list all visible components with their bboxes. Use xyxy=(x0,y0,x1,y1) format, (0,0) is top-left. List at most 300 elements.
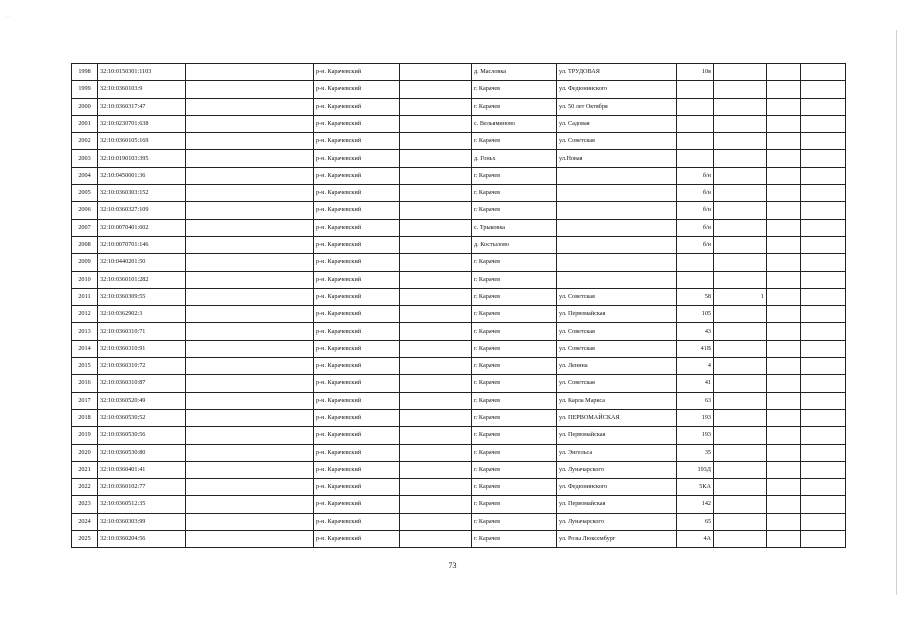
table-row xyxy=(72,219,846,236)
empty-cell xyxy=(400,288,472,305)
empty-cell xyxy=(767,323,801,340)
house-number: 105 xyxy=(677,306,714,323)
house-number xyxy=(677,133,714,150)
row-number: 2015 xyxy=(72,358,98,375)
building-number xyxy=(714,427,767,444)
row-number: 2018 xyxy=(72,409,98,426)
empty-cell xyxy=(767,513,801,530)
building-number xyxy=(714,461,767,478)
empty-cell xyxy=(801,375,846,392)
house-number: 41В xyxy=(677,340,714,357)
cadastral-number: 32:10:0070701:146 xyxy=(98,236,186,253)
settlement: г. Карачев xyxy=(472,496,557,513)
row-number: 1999 xyxy=(72,81,98,98)
cadastral-number: 32:10:0360520:49 xyxy=(98,392,186,409)
cadastral-number: 32:10:0360101:282 xyxy=(98,271,186,288)
row-number: 2021 xyxy=(72,461,98,478)
settlement: г. Карачев xyxy=(472,323,557,340)
house-number: 63 xyxy=(677,392,714,409)
settlement: г. Карачев xyxy=(472,358,557,375)
empty-cell xyxy=(400,64,472,81)
street: ул.Новая xyxy=(557,150,677,167)
empty-cell xyxy=(186,375,314,392)
district: р-н. Карачевский xyxy=(314,236,400,253)
row-number: 1998 xyxy=(72,64,98,81)
table-row xyxy=(72,98,846,115)
district: р-н. Карачевский xyxy=(314,133,400,150)
empty-cell xyxy=(801,219,846,236)
empty-cell xyxy=(186,81,314,98)
empty-cell xyxy=(400,513,472,530)
empty-cell xyxy=(186,531,314,548)
table-row xyxy=(72,81,846,98)
settlement: г. Карачев xyxy=(472,513,557,530)
house-number: б/н xyxy=(677,236,714,253)
settlement: д. Костылово xyxy=(472,236,557,253)
row-number: 2022 xyxy=(72,479,98,496)
settlement: г. Карачев xyxy=(472,427,557,444)
house-number xyxy=(677,271,714,288)
empty-cell xyxy=(400,81,472,98)
empty-cell xyxy=(801,167,846,184)
empty-cell xyxy=(186,306,314,323)
house-number: 43 xyxy=(677,323,714,340)
empty-cell xyxy=(767,115,801,132)
empty-cell xyxy=(400,479,472,496)
cadastral-number: 32:10:0360204:56 xyxy=(98,531,186,548)
empty-cell xyxy=(767,254,801,271)
empty-cell xyxy=(801,531,846,548)
row-number: 2012 xyxy=(72,306,98,323)
empty-cell xyxy=(801,98,846,115)
building-number xyxy=(714,81,767,98)
empty-cell xyxy=(801,236,846,253)
empty-cell xyxy=(400,427,472,444)
building-number xyxy=(714,115,767,132)
empty-cell xyxy=(767,444,801,461)
building-number xyxy=(714,392,767,409)
row-number: 2023 xyxy=(72,496,98,513)
settlement: с. Вельяминово xyxy=(472,115,557,132)
building-number xyxy=(714,306,767,323)
empty-cell xyxy=(801,479,846,496)
empty-cell xyxy=(767,133,801,150)
empty-cell xyxy=(767,375,801,392)
empty-cell xyxy=(767,427,801,444)
empty-cell xyxy=(801,392,846,409)
street: ул. Советская xyxy=(557,340,677,357)
empty-cell xyxy=(801,81,846,98)
building-number xyxy=(714,64,767,81)
district: р-н. Карачевский xyxy=(314,496,400,513)
empty-cell xyxy=(400,375,472,392)
house-number: 142 xyxy=(677,496,714,513)
empty-cell xyxy=(400,98,472,115)
row-number: 2016 xyxy=(72,375,98,392)
cadastral-number: 32:10:0360103:9 xyxy=(98,81,186,98)
cadastral-number: 32:10:0360303:99 xyxy=(98,513,186,530)
empty-cell xyxy=(767,271,801,288)
empty-cell xyxy=(801,461,846,478)
empty-cell xyxy=(186,358,314,375)
table-row xyxy=(72,133,846,150)
house-number xyxy=(677,115,714,132)
house-number xyxy=(677,81,714,98)
cadastral-number: 32:10:0360105:169 xyxy=(98,133,186,150)
house-number: б/н xyxy=(677,202,714,219)
row-number: 2024 xyxy=(72,513,98,530)
row-number: 2006 xyxy=(72,202,98,219)
empty-cell xyxy=(186,288,314,305)
empty-cell xyxy=(186,167,314,184)
empty-cell xyxy=(801,427,846,444)
house-number xyxy=(677,98,714,115)
empty-cell xyxy=(767,185,801,202)
empty-cell xyxy=(400,150,472,167)
house-number: 58 xyxy=(677,288,714,305)
street: ул. Энгельса xyxy=(557,444,677,461)
cadastral-number: 32:10:0070401:602 xyxy=(98,219,186,236)
street xyxy=(557,219,677,236)
row-number: 2003 xyxy=(72,150,98,167)
district: р-н. Карачевский xyxy=(314,461,400,478)
empty-cell xyxy=(186,236,314,253)
empty-cell xyxy=(767,202,801,219)
empty-cell xyxy=(186,513,314,530)
cadastral-number: 32:10:0360317:47 xyxy=(98,98,186,115)
table-row xyxy=(72,444,846,461)
row-number: 2013 xyxy=(72,323,98,340)
district: р-н. Карачевский xyxy=(314,392,400,409)
cadastral-number: 32:10:0360303:152 xyxy=(98,185,186,202)
table-row xyxy=(72,150,846,167)
table-body xyxy=(72,64,846,548)
cadastral-number: 32:10:0360310:71 xyxy=(98,323,186,340)
building-number xyxy=(714,271,767,288)
building-number xyxy=(714,479,767,496)
district: р-н. Карачевский xyxy=(314,323,400,340)
district: р-н. Карачевский xyxy=(314,427,400,444)
district: р-н. Карачевский xyxy=(314,150,400,167)
building-number xyxy=(714,167,767,184)
district: р-н. Карачевский xyxy=(314,358,400,375)
building-number xyxy=(714,323,767,340)
street: ул. Советская xyxy=(557,288,677,305)
building-number xyxy=(714,185,767,202)
house-number: б/н xyxy=(677,167,714,184)
settlement: г. Карачев xyxy=(472,444,557,461)
house-number xyxy=(677,254,714,271)
cadastral-number: 32:10:0362902:3 xyxy=(98,306,186,323)
empty-cell xyxy=(767,150,801,167)
settlement: г. Карачев xyxy=(472,81,557,98)
street: ул. ПЕРВОМАЙСКАЯ xyxy=(557,409,677,426)
house-number: 193 xyxy=(677,427,714,444)
empty-cell xyxy=(400,185,472,202)
house-number: б/н xyxy=(677,185,714,202)
empty-cell xyxy=(186,133,314,150)
row-number: 2017 xyxy=(72,392,98,409)
cadastral-number: 32:10:0230701:638 xyxy=(98,115,186,132)
district: р-н. Карачевский xyxy=(314,531,400,548)
settlement: г. Карачев xyxy=(472,461,557,478)
empty-cell xyxy=(186,479,314,496)
settlement: г. Карачев xyxy=(472,202,557,219)
table-row xyxy=(72,427,846,444)
house-number: 193Д xyxy=(677,461,714,478)
empty-cell xyxy=(186,254,314,271)
empty-cell xyxy=(186,323,314,340)
table-row xyxy=(72,236,846,253)
house-number: 65 xyxy=(677,513,714,530)
house-number: 41 xyxy=(677,375,714,392)
street xyxy=(557,254,677,271)
street xyxy=(557,202,677,219)
settlement: с. Трыковка xyxy=(472,219,557,236)
table-row xyxy=(72,358,846,375)
table-row xyxy=(72,531,846,548)
district: р-н. Карачевский xyxy=(314,271,400,288)
district: р-н. Карачевский xyxy=(314,202,400,219)
street: ул. Садовая xyxy=(557,115,677,132)
street: ул. Первомайская xyxy=(557,306,677,323)
empty-cell xyxy=(801,254,846,271)
empty-cell xyxy=(767,358,801,375)
street: ул. Советская xyxy=(557,323,677,340)
street: ул. Федюнинского xyxy=(557,479,677,496)
table-row xyxy=(72,392,846,409)
table-row xyxy=(72,375,846,392)
row-number: 2019 xyxy=(72,427,98,444)
empty-cell xyxy=(400,531,472,548)
house-number: б/н xyxy=(677,219,714,236)
house-number: 193 xyxy=(677,409,714,426)
district: р-н. Карачевский xyxy=(314,513,400,530)
empty-cell xyxy=(801,323,846,340)
cadastral-number: 32:10:0190103:395 xyxy=(98,150,186,167)
table-row xyxy=(72,306,846,323)
empty-cell xyxy=(400,236,472,253)
cadastral-number: 32:10:0450001:36 xyxy=(98,167,186,184)
district: р-н. Карачевский xyxy=(314,409,400,426)
empty-cell xyxy=(801,444,846,461)
settlement: г. Карачев xyxy=(472,409,557,426)
empty-cell xyxy=(186,64,314,81)
building-number xyxy=(714,219,767,236)
empty-cell xyxy=(801,409,846,426)
empty-cell xyxy=(767,236,801,253)
district: р-н. Карачевский xyxy=(314,64,400,81)
row-number: 2002 xyxy=(72,133,98,150)
building-number xyxy=(714,375,767,392)
empty-cell xyxy=(767,340,801,357)
cadastral-number: 32:10:0360310:72 xyxy=(98,358,186,375)
street: ул. Ленина xyxy=(557,358,677,375)
building-number xyxy=(714,496,767,513)
empty-cell xyxy=(400,306,472,323)
empty-cell xyxy=(186,444,314,461)
row-number: 2009 xyxy=(72,254,98,271)
cadastral-number: 32:10:0360102:77 xyxy=(98,479,186,496)
empty-cell xyxy=(400,202,472,219)
empty-cell xyxy=(186,496,314,513)
empty-cell xyxy=(767,479,801,496)
district: р-н. Карачевский xyxy=(314,479,400,496)
cadastral-number: 32:10:0360310:91 xyxy=(98,340,186,357)
row-number: 2005 xyxy=(72,185,98,202)
empty-cell xyxy=(400,167,472,184)
empty-cell xyxy=(186,150,314,167)
empty-cell xyxy=(767,167,801,184)
district: р-н. Карачевский xyxy=(314,288,400,305)
row-number: 2008 xyxy=(72,236,98,253)
table-row xyxy=(72,409,846,426)
empty-cell xyxy=(400,115,472,132)
table-row xyxy=(72,323,846,340)
street xyxy=(557,271,677,288)
empty-cell xyxy=(400,323,472,340)
empty-cell xyxy=(186,115,314,132)
empty-cell xyxy=(801,133,846,150)
empty-cell xyxy=(801,64,846,81)
table-row xyxy=(72,64,846,81)
house-number: 10в xyxy=(677,64,714,81)
street: ул. Федюнинского xyxy=(557,81,677,98)
street xyxy=(557,236,677,253)
table-row xyxy=(72,513,846,530)
empty-cell xyxy=(801,202,846,219)
settlement: г. Карачев xyxy=(472,479,557,496)
table-row xyxy=(72,340,846,357)
empty-cell xyxy=(801,358,846,375)
house-number: 35 xyxy=(677,444,714,461)
cadastral-number: 32:10:0360530:80 xyxy=(98,444,186,461)
settlement: г. Карачев xyxy=(472,133,557,150)
street: ул. Советская xyxy=(557,375,677,392)
cadastral-number: 32:10:0360327:109 xyxy=(98,202,186,219)
district: р-н. Карачевский xyxy=(314,254,400,271)
empty-cell xyxy=(186,98,314,115)
street xyxy=(557,167,677,184)
building-number xyxy=(714,202,767,219)
table-row xyxy=(72,254,846,271)
empty-cell xyxy=(400,219,472,236)
street xyxy=(557,185,677,202)
empty-cell xyxy=(801,306,846,323)
empty-cell xyxy=(801,271,846,288)
row-number: 2010 xyxy=(72,271,98,288)
building-number xyxy=(714,358,767,375)
empty-cell xyxy=(400,340,472,357)
table-row xyxy=(72,167,846,184)
building-number xyxy=(714,409,767,426)
empty-cell xyxy=(186,202,314,219)
table-row xyxy=(72,271,846,288)
empty-cell xyxy=(400,409,472,426)
district: р-н. Карачевский xyxy=(314,219,400,236)
empty-cell xyxy=(400,444,472,461)
settlement: г. Карачев xyxy=(472,254,557,271)
settlement: г. Карачев xyxy=(472,392,557,409)
cadastral-number: 32:10:0360401:41 xyxy=(98,461,186,478)
settlement: г. Карачев xyxy=(472,531,557,548)
empty-cell xyxy=(400,392,472,409)
empty-cell xyxy=(801,115,846,132)
settlement: г. Карачев xyxy=(472,288,557,305)
empty-cell xyxy=(186,340,314,357)
property-registry-table xyxy=(71,63,846,548)
empty-cell xyxy=(767,81,801,98)
empty-cell xyxy=(767,531,801,548)
building-number xyxy=(714,236,767,253)
settlement: д. Гоньх xyxy=(472,150,557,167)
empty-cell xyxy=(767,306,801,323)
empty-cell xyxy=(186,461,314,478)
empty-cell xyxy=(186,219,314,236)
row-number: 2014 xyxy=(72,340,98,357)
empty-cell xyxy=(400,358,472,375)
district: р-н. Карачевский xyxy=(314,167,400,184)
settlement: г. Карачев xyxy=(472,167,557,184)
empty-cell xyxy=(767,288,801,305)
row-number: 2011 xyxy=(72,288,98,305)
district: р-н. Карачевский xyxy=(314,444,400,461)
settlement: г. Карачев xyxy=(472,98,557,115)
building-number xyxy=(714,254,767,271)
cadastral-number: 32:10:0360530:56 xyxy=(98,427,186,444)
empty-cell xyxy=(186,185,314,202)
row-number: 2001 xyxy=(72,115,98,132)
settlement: г. Карачев xyxy=(472,271,557,288)
house-number: 4А xyxy=(677,531,714,548)
building-number: 1 xyxy=(714,288,767,305)
district: р-н. Карачевский xyxy=(314,98,400,115)
cadastral-number: 32:10:0360309:55 xyxy=(98,288,186,305)
empty-cell xyxy=(767,409,801,426)
empty-cell xyxy=(186,271,314,288)
street: ул. Луначарского xyxy=(557,461,677,478)
empty-cell xyxy=(400,496,472,513)
street: ул. Советская xyxy=(557,133,677,150)
building-number xyxy=(714,340,767,357)
table-row xyxy=(72,496,846,513)
settlement: г. Карачев xyxy=(472,185,557,202)
street: ул. Первомайская xyxy=(557,427,677,444)
building-number xyxy=(714,531,767,548)
settlement: г. Карачев xyxy=(472,375,557,392)
street: ул. ТРУДОВАЯ xyxy=(557,64,677,81)
empty-cell xyxy=(400,461,472,478)
empty-cell xyxy=(186,427,314,444)
empty-cell xyxy=(767,392,801,409)
house-number: 4 xyxy=(677,358,714,375)
empty-cell xyxy=(801,513,846,530)
settlement: д. Масловка xyxy=(472,64,557,81)
row-number: 2020 xyxy=(72,444,98,461)
empty-cell xyxy=(801,496,846,513)
cadastral-number: 32:10:0360310:87 xyxy=(98,375,186,392)
empty-cell xyxy=(400,133,472,150)
building-number xyxy=(714,133,767,150)
empty-cell xyxy=(767,219,801,236)
street: ул. Розы Люксембург xyxy=(557,531,677,548)
building-number xyxy=(714,444,767,461)
empty-cell xyxy=(767,461,801,478)
empty-cell xyxy=(400,254,472,271)
district: р-н. Карачевский xyxy=(314,306,400,323)
row-number: 2007 xyxy=(72,219,98,236)
empty-cell xyxy=(186,409,314,426)
